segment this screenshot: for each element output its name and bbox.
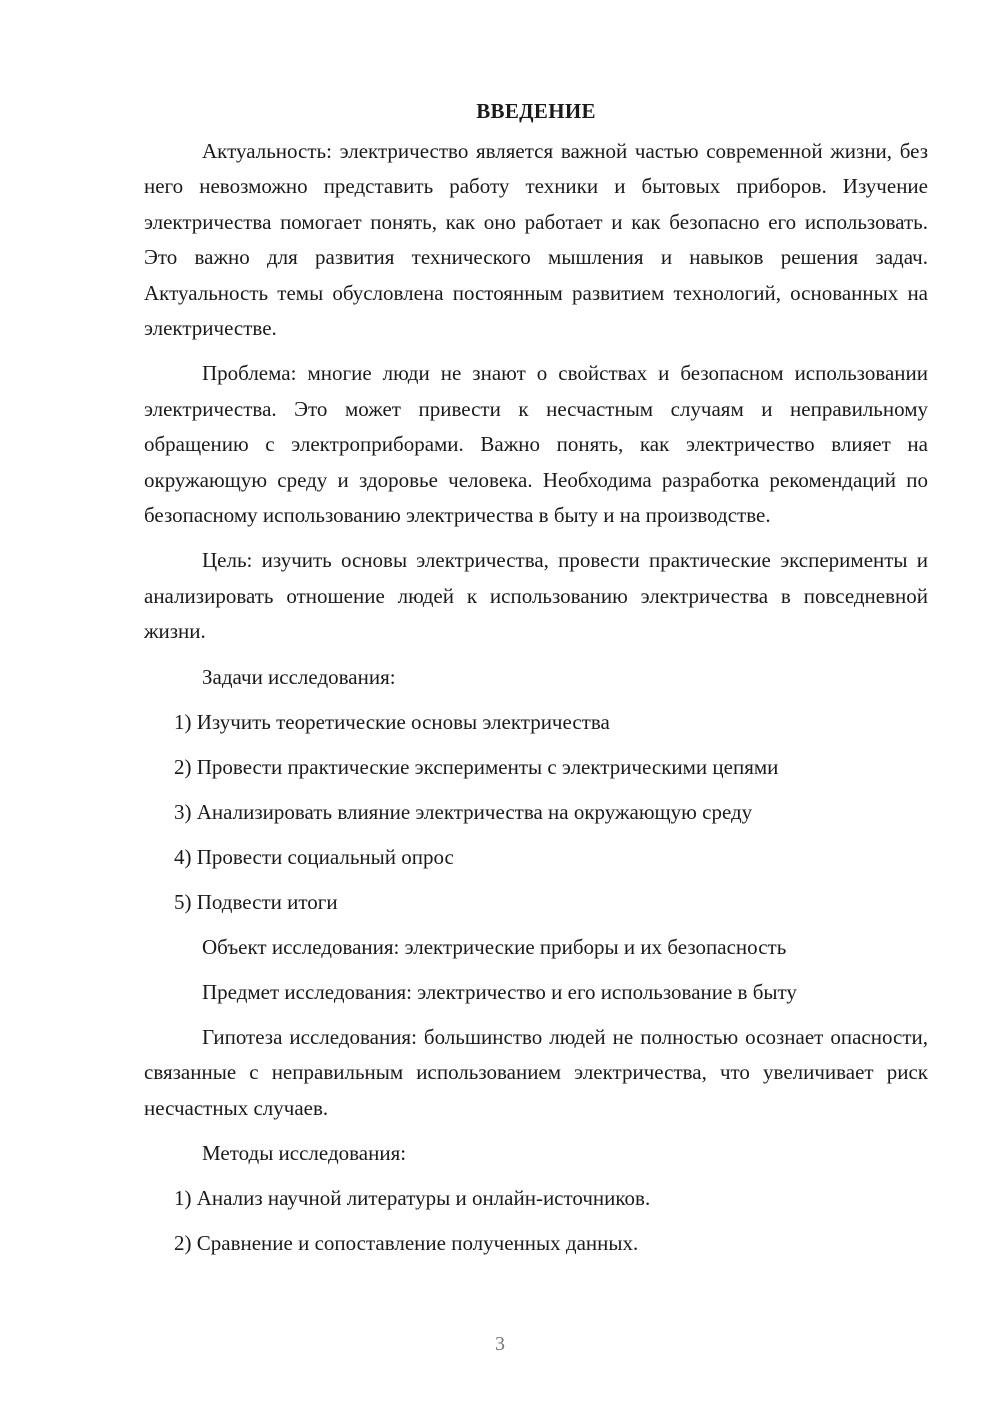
task-item: 1) Изучить теоретические основы электричества [174, 709, 610, 734]
tasks-heading: Задачи исследования: [202, 664, 396, 689]
task-item: 2) Провести практические эксперименты с электрическими цепями [174, 754, 779, 779]
hypothesis-paragraph: Гипотеза исследования: большинство людей не полностью осознает опасности, связанные с неправильным использованием электричества, что увеличивает риск несчастных случаев. [144, 1024, 928, 1120]
method-item: 1) Анализ научной литературы и онлайн-источников. [174, 1185, 651, 1210]
task-item: 4) Провести социальный опрос [174, 844, 454, 869]
methods-heading: Методы исследования: [202, 1140, 407, 1165]
problem-paragraph: Проблема: многие люди не знают о свойствах и безопасном использовании электричества. Это может привести к несчастным случаям и неправильному обращению с электроприборами. Важно понять, как электричество влияет на окружающую среду и здоровье человека. Необходима разработка рекомендаций по безопасному использованию электричества в быту и на производстве. [144, 361, 928, 528]
research-subject: Предмет исследования: электричество и его использование в быту [202, 979, 797, 1004]
goal-paragraph: Цель: изучить основы электричества, провести практические эксперименты и анализировать отношение людей к использованию электричества в повседневной жизни. [144, 548, 928, 644]
document-page [144, 94, 928, 1271]
page-title: ВВЕДЕНИЕ [476, 99, 596, 123]
page-number: 3 [495, 1333, 505, 1355]
task-item: 3) Анализировать влияние электричества на окружающую среду [174, 799, 753, 824]
research-object: Объект исследования: электрические приборы и их безопасность [202, 934, 787, 959]
task-item: 5) Подвести итоги [174, 889, 338, 914]
method-item: 2) Сравнение и сопоставление полученных данных. [174, 1230, 639, 1255]
relevance-paragraph: Актуальность: электричество является важной частью современной жизни, без него невозможно представить работу техники и бытовых приборов. Изучение электричества помогает понять, как оно работает и как безопасно его использовать. Это важно для развития технического мышления и навыков решения задач. Актуальность темы обусловлена постоянным развитием технологий, основанных на электричестве. [144, 139, 928, 341]
